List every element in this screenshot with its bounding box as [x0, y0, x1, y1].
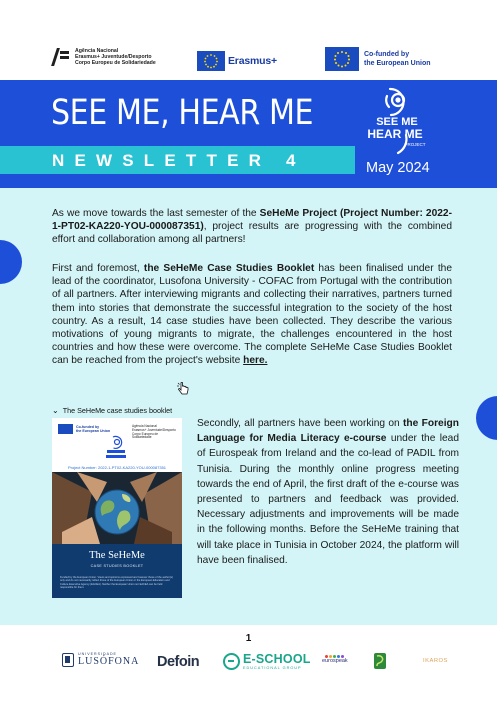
agencia-nacional-mark-icon: [52, 48, 70, 66]
partner-footer: [0, 625, 497, 702]
intro-text-2: , project results are progressing with the combined effort and collaboration among all partners!: [52, 221, 452, 246]
booklet-cover-title: The SeHeMe: [89, 550, 145, 561]
decorative-circle-right: [476, 396, 497, 440]
booklet-text-1: First and foremost,: [52, 263, 144, 274]
booklet-agency-text: [132, 425, 177, 440]
ecourse-title-bold: the Foreign Language for Media Literacy e-course: [197, 418, 459, 445]
agencia-nacional-logo: [52, 48, 156, 66]
ecourse-paragraph: [197, 416, 459, 568]
e-school-mark-icon: [223, 653, 240, 670]
booklet-eu-line-1: Co-funded by: [76, 424, 100, 429]
ecourse-text-1: Secondly, all partners have been working on: [197, 418, 404, 429]
booklet-project-number: Project Number: 2022-1-PT02-KA220-YOU-000087351: [67, 465, 167, 470]
booklet-agency-line-2: Erasmus+ Juventude/Desporto: [132, 427, 176, 432]
booklet-cover-subtitle: CASE STUDIES BOOKLET: [90, 564, 144, 568]
page-number: 1: [245, 633, 252, 644]
agencia-nacional-text: [75, 48, 156, 66]
agency-line-2: Erasmus+ Juventude/Desporto: [75, 54, 152, 60]
intro-project-number: SeHeMe Project (Project Number: 2022-1-PT02-KA220-YOU-000087351): [52, 208, 452, 233]
booklet-caption: [52, 406, 172, 415]
booklet-here-link[interactable]: here.: [243, 355, 268, 367]
booklet-cover-disclaimer: Funded by the European Union. Views and opinions expressed are however those of the author(s) only and do not necessarily reflect those of the European Union or the European Education and Culture Executive Agency (EACEA). Neither the European Union nor EACEA can be held responsible for them.: [60, 576, 173, 589]
erasmus-plus-logo: [197, 51, 277, 71]
newsletter-date: May 2024: [366, 160, 430, 176]
ecourse-text-2: under the lead of Eurospeak from Ireland and the co-lead of PADIL from Tunisia. During the monthly online progress meeting towards the end of April, the first draft of the e-course was presented to partners and feedback was provided. Necessary adjustments and improvements will be made in the following months. Before the SeHeMe training that will take place in Tunisia in October 2024, the platform will have been finalised.: [197, 433, 459, 566]
booklet-agency-line-1: Agência Nacional: [132, 424, 157, 428]
newsletter-band: [0, 146, 355, 174]
logo-text-hear-me: HEAR ME: [367, 127, 423, 141]
cofunded-line-2: the European Union: [364, 60, 431, 67]
eurospeak-logo: [322, 655, 348, 664]
intro-paragraph: [52, 207, 452, 247]
decorative-circle-left: [0, 240, 22, 284]
agency-line-1: Agência Nacional: [75, 48, 119, 54]
top-logo-strip: [0, 0, 497, 80]
cofunded-text: [364, 50, 431, 68]
lusofona-mark-icon: [62, 653, 74, 667]
booklet-paragraph: [52, 262, 452, 368]
defoin-logo: Defoin: [157, 654, 200, 670]
newsletter-body: [0, 188, 497, 625]
padil-logo-icon: [373, 652, 387, 670]
logo-text-project: PROJECT: [404, 142, 426, 147]
eu-flag-icon: [325, 47, 359, 71]
logo-text-see-me: SEE ME: [376, 116, 418, 128]
agency-line-3: Corpo Europeu de Solidariedade: [75, 60, 156, 66]
booklet-text-2: has been finalised under the lead of the coordinator, Lusofona University - COFAC from Portugal with the contribution of all partners. After interviewing migrants and collecting their narratives, partners turned them into stories that demonstrate the successful integration to the society of the host country. As a result, 14 case studies have been collected. They describe the various motivations of young migrants to migrate, the challenges encountered in the host countries and how these were overcome. The complete SeHeMe Case Studies Booklet can be reached from the project's website: [52, 263, 452, 367]
booklet-agency-line-3: Corpo Europeu de Solidariedade: [132, 431, 159, 440]
eu-flag-icon: [58, 424, 73, 434]
lusofona-logo: [62, 652, 139, 667]
booklet-eu-text: [76, 425, 110, 433]
eurospeak-text: eurospeak: [322, 658, 348, 664]
page-title: SEE ME, HEAR ME: [51, 93, 314, 133]
booklet-eu-line-2: the European Union: [76, 429, 111, 433]
lusofona-text: [78, 652, 139, 667]
e-school-small-text: EDUCATIONAL GROUP: [243, 666, 302, 670]
erasmus-label: Erasmus+: [228, 55, 277, 67]
globe-hands-image: [52, 472, 182, 544]
e-school-logo: [223, 652, 311, 670]
e-school-text: [243, 652, 311, 670]
booklet-project-logo-icon: [101, 435, 131, 463]
eu-flag-icon: [197, 51, 225, 71]
booklet-cover-header: [52, 418, 182, 472]
cofunded-eu-logo: [325, 47, 431, 71]
newsletter-label: NEWSLETTER 4: [52, 151, 306, 170]
lusofona-big-text: LUSÓFONA: [78, 656, 140, 667]
e-school-big-text: E-SCHOOL: [243, 652, 311, 666]
cofunded-line-1: Co-funded by: [364, 51, 410, 58]
booklet-cover-image: [52, 418, 182, 598]
booklet-caption-text: The SeHeMe case studies booklet: [62, 406, 173, 415]
booklet-title-bold: the SeHeMe Case Studies Booklet: [143, 263, 315, 274]
chevron-down-icon: ⌄: [52, 405, 59, 415]
newsletter-header: [0, 80, 497, 188]
ikaros-logo: IKAROS: [423, 658, 448, 664]
hand-pointer-icon: [176, 382, 190, 396]
see-me-hear-me-logo-icon: [360, 85, 435, 157]
lusofona-small-text: UNIVERSIDADE: [78, 652, 117, 656]
booklet-eu-logo: [58, 424, 110, 434]
intro-text-1: As we move towards the last semester of the: [52, 208, 260, 219]
